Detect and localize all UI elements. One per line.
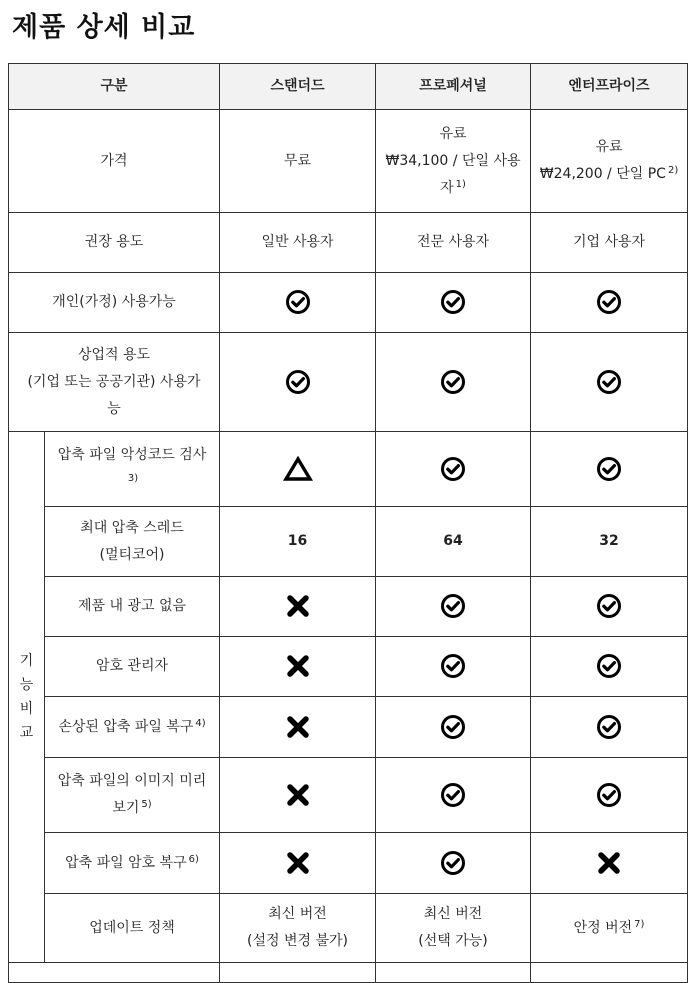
price-enterprise xyxy=(531,110,688,213)
row-label-line xyxy=(51,795,213,822)
check-circle-icon xyxy=(596,653,622,679)
price-type: 유료 xyxy=(439,125,467,142)
update-line: 최신 버전 xyxy=(268,906,327,922)
cross-icon xyxy=(596,850,622,876)
row-label xyxy=(45,507,220,577)
price-type: 유료 xyxy=(595,139,623,155)
update-professional xyxy=(376,894,531,963)
row-label-text: 보기 xyxy=(112,800,140,816)
group-label-char: 비 xyxy=(19,701,34,717)
group-label-char: 능 xyxy=(19,677,34,693)
row-personal xyxy=(9,273,688,333)
cell xyxy=(531,697,688,758)
footnote-4: 4) xyxy=(195,717,206,729)
cell xyxy=(220,577,376,637)
cell xyxy=(376,577,531,637)
header-standard: 스탠더드 xyxy=(220,64,376,110)
row-recover-password xyxy=(9,833,688,894)
usage-professional: 전문 사용자 xyxy=(376,213,531,273)
cell xyxy=(531,758,688,833)
header-category: 구분 xyxy=(9,64,220,110)
update-standard xyxy=(220,894,376,963)
row-label xyxy=(9,333,220,432)
check-circle-icon xyxy=(596,593,622,619)
row-usage xyxy=(9,213,688,273)
price-amount-cont xyxy=(382,175,524,202)
row-label xyxy=(45,432,220,507)
row-label-text: 압축 파일 암호 복구 xyxy=(65,854,187,871)
check-circle-icon xyxy=(596,782,622,808)
cell xyxy=(220,637,376,697)
row-label: 권장 용도 xyxy=(9,213,220,273)
row-price xyxy=(9,110,688,213)
check-circle-icon xyxy=(440,593,466,619)
cross-icon xyxy=(285,653,311,679)
cell xyxy=(531,432,688,507)
cell xyxy=(531,273,688,333)
row-label-line: (멀티코어) xyxy=(99,546,165,563)
cell xyxy=(376,833,531,894)
group-label-char: 교 xyxy=(19,725,34,741)
check-circle-icon xyxy=(596,456,622,482)
update-line: (설정 변경 불가) xyxy=(247,933,348,949)
cell xyxy=(531,333,688,432)
row-threads xyxy=(9,507,688,577)
price-amount-text: ₩24,200 / 단일 PC xyxy=(539,166,666,182)
footnote-6: 6) xyxy=(188,853,199,865)
check-circle-icon xyxy=(285,289,311,315)
cross-icon xyxy=(285,714,311,740)
cell xyxy=(220,833,376,894)
check-circle-icon xyxy=(440,850,466,876)
row-label: 제품 내 광고 없음 xyxy=(45,577,220,637)
row-partial xyxy=(9,963,688,983)
row-label-line: 능 xyxy=(107,400,121,417)
row-label-line: 압축 파일 악성코드 검사 xyxy=(57,447,207,463)
check-circle-icon xyxy=(596,369,622,395)
footnote-5: 5) xyxy=(141,799,152,810)
threads-standard: 16 xyxy=(220,507,376,577)
footnote-2: 2) xyxy=(667,165,679,176)
row-label xyxy=(45,697,220,758)
cross-icon xyxy=(285,850,311,876)
cell xyxy=(531,577,688,637)
row-label-line: 최대 압축 스레드 xyxy=(80,519,184,536)
usage-enterprise: 기업 사용자 xyxy=(531,213,688,273)
cell xyxy=(220,697,376,758)
cell xyxy=(220,273,376,333)
cell xyxy=(376,758,531,833)
cross-icon xyxy=(285,782,311,808)
check-circle-icon xyxy=(596,714,622,740)
row-label xyxy=(45,758,220,833)
header-row xyxy=(9,64,688,110)
row-commercial xyxy=(9,333,688,432)
price-amount: ₩34,100 / 단일 사용 xyxy=(385,152,521,169)
threads-enterprise: 32 xyxy=(531,507,688,577)
page-title: 제품 상세 비교 xyxy=(12,12,196,43)
group-label xyxy=(9,432,45,963)
cell xyxy=(531,637,688,697)
cell xyxy=(376,273,531,333)
price-unit: 자 xyxy=(440,179,454,196)
row-label: 업데이트 정책 xyxy=(45,894,220,963)
row-label: 개인(가정) 사용가능 xyxy=(9,273,220,333)
row-label-line: (기업 또는 공공기관) 사용가 xyxy=(27,373,201,390)
comparison-table xyxy=(8,63,688,983)
update-line: 안정 버전 xyxy=(573,919,633,936)
row-noads xyxy=(9,577,688,637)
update-line: (선택 가능) xyxy=(418,933,488,949)
header-enterprise: 엔터프라이즈 xyxy=(531,64,688,110)
cell xyxy=(531,833,688,894)
check-circle-icon xyxy=(596,289,622,315)
triangle-icon xyxy=(283,456,313,482)
cell xyxy=(9,963,220,983)
cell xyxy=(220,333,376,432)
row-label xyxy=(45,833,220,894)
price-professional xyxy=(376,110,531,213)
check-circle-icon xyxy=(440,782,466,808)
row-label-line: 상업적 용도 xyxy=(77,346,151,363)
row-label: 가격 xyxy=(9,110,220,213)
cell xyxy=(531,963,688,983)
row-repair xyxy=(9,697,688,758)
row-scan xyxy=(9,432,688,507)
check-circle-icon xyxy=(440,714,466,740)
header-professional: 프로페셔널 xyxy=(376,64,531,110)
footnote-1: 1) xyxy=(455,178,466,190)
cell xyxy=(376,432,531,507)
price-standard: 무료 xyxy=(220,110,376,213)
footnote-7: 7) xyxy=(634,918,645,930)
footnote-3: 3) xyxy=(127,473,139,484)
price-amount xyxy=(537,161,681,188)
cell xyxy=(220,963,376,983)
cell xyxy=(220,758,376,833)
cell xyxy=(376,333,531,432)
check-circle-icon xyxy=(285,369,311,395)
update-enterprise xyxy=(531,894,688,963)
row-preview xyxy=(9,758,688,833)
row-label-line xyxy=(51,469,213,496)
row-label: 암호 관리자 xyxy=(45,637,220,697)
row-label-text: 손상된 압축 파일 복구 xyxy=(58,718,194,735)
check-circle-icon xyxy=(440,289,466,315)
check-circle-icon xyxy=(440,369,466,395)
threads-professional: 64 xyxy=(376,507,531,577)
check-circle-icon xyxy=(440,653,466,679)
group-label-char: 기 xyxy=(19,653,34,669)
usage-standard: 일반 사용자 xyxy=(220,213,376,273)
cross-icon xyxy=(285,593,311,619)
cell xyxy=(376,697,531,758)
cell xyxy=(220,432,376,507)
row-password-manager xyxy=(9,637,688,697)
cell xyxy=(376,963,531,983)
update-line: 최신 버전 xyxy=(423,906,483,922)
group-label-text xyxy=(9,649,44,745)
cell xyxy=(376,637,531,697)
row-label-line: 압축 파일의 이미지 미리 xyxy=(57,773,207,789)
row-update xyxy=(9,894,688,963)
check-circle-icon xyxy=(440,456,466,482)
